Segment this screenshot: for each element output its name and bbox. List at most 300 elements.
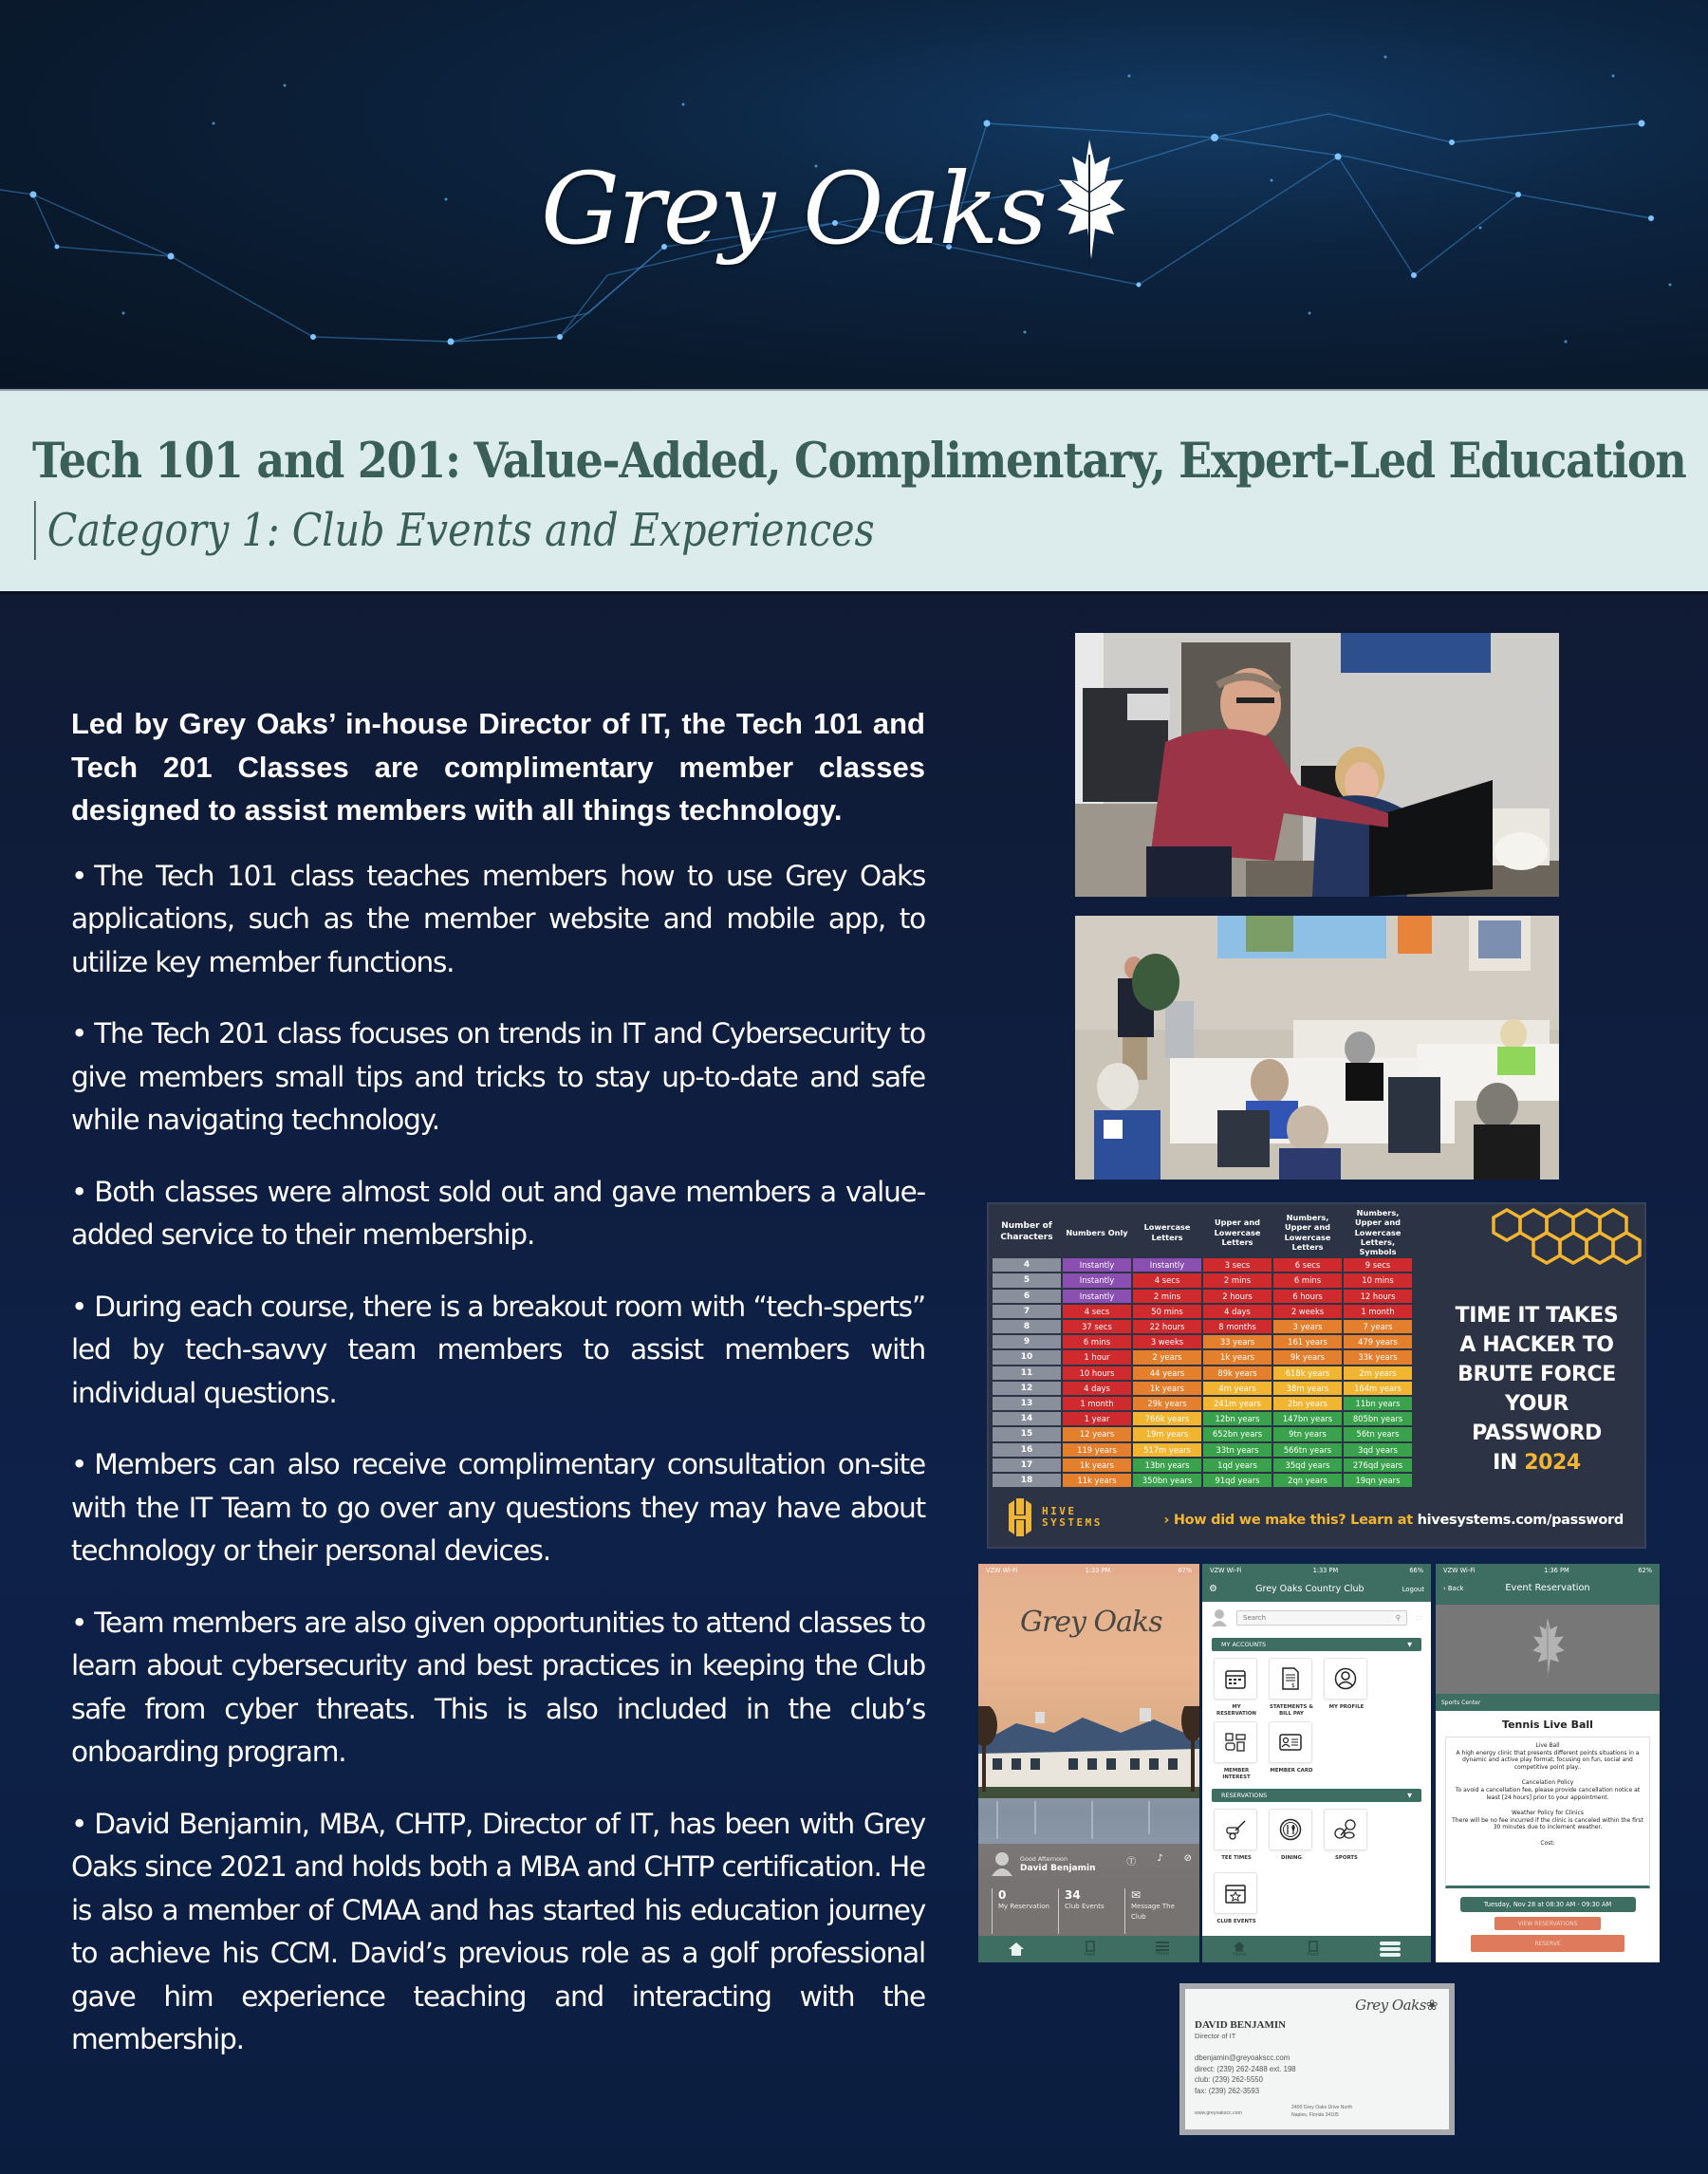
gear-icon[interactable]: ⚙: [1209, 1584, 1217, 1594]
crack-time-cell: 4m years: [1203, 1382, 1272, 1395]
bullet-icon: •: [71, 1290, 87, 1323]
interest-icon: [1224, 1732, 1247, 1753]
table-row: [993, 1412, 1412, 1425]
crack-time-cell: 1k years: [1203, 1350, 1272, 1364]
password-brute-force-chart: [987, 1202, 1646, 1549]
clubhouse-photo: [978, 1706, 1199, 1849]
crack-time-cell: 2 years: [1133, 1350, 1201, 1364]
row-character-count: 10: [993, 1350, 1061, 1364]
crack-time-cell: 6 hours: [1273, 1290, 1342, 1303]
crack-time-cell: 33tn years: [1203, 1443, 1272, 1457]
category-subtitle: Category 1: Club Events and Experiences: [34, 501, 875, 560]
stats-row: [992, 1888, 1191, 1934]
crack-time-cell: 6 mins: [1063, 1335, 1131, 1348]
table-row: [993, 1397, 1412, 1410]
menu-item-label: MY PROFILE: [1328, 1704, 1365, 1710]
battery-label: 66%: [1409, 1566, 1423, 1574]
tab-bar: [1202, 1936, 1431, 1962]
page-title: Tech 101 and 201: Value-Added, Complimentary, Expert-Led Education: [32, 433, 1686, 490]
crack-time-cell: 3 weeks: [1133, 1335, 1201, 1348]
table-row: [993, 1258, 1412, 1272]
bullet-item: [71, 1013, 925, 1143]
billing-icon[interactable]: Ⓣ: [1126, 1857, 1137, 1867]
member-card-icon: [1279, 1734, 1302, 1751]
crack-time-cell: 1k years: [1133, 1382, 1201, 1395]
crack-time-cell: 44 years: [1133, 1366, 1201, 1380]
crack-time-cell: 11k years: [1063, 1474, 1131, 1487]
envelope-icon: ✉: [1131, 1888, 1142, 1902]
event-category: Sports Center: [1436, 1694, 1660, 1711]
link-url[interactable]: hivesystems.com/password: [1417, 1513, 1624, 1528]
headline-prefix: IN: [1493, 1451, 1525, 1475]
search-placeholder: Search: [1243, 1614, 1267, 1622]
card-logo-text: Grey Oaks: [1355, 1997, 1426, 2014]
status-bar: [1436, 1564, 1660, 1576]
column-header: Numbers Only: [1066, 1227, 1128, 1237]
desc-heading: Cancelation Policy: [1521, 1779, 1574, 1787]
event-image: [1436, 1605, 1660, 1694]
bullet-text: Members can also receive complimentary consultation on-site with the IT Team to go over any questions they may have about technology or their personal devices.: [71, 1448, 925, 1567]
crack-time-cell: 766k years: [1133, 1412, 1201, 1425]
bullet-icon: •: [71, 1175, 87, 1208]
bullet-text: Both classes were almost sold out and gave members a value-added service to their membership.: [71, 1175, 925, 1251]
card-address-line: 2400 Grey Oaks Drive North: [1291, 2105, 1353, 2110]
body-text: [71, 702, 925, 2090]
table-row: [993, 1474, 1412, 1487]
desc-heading: Live Ball: [1535, 1742, 1560, 1749]
menu-item-club-events[interactable]: [1214, 1872, 1259, 1932]
bullet-item: [71, 1803, 925, 2062]
crack-time-cell: 2 mins: [1133, 1290, 1201, 1303]
row-character-count: 8: [993, 1320, 1061, 1333]
stat-label: Club Events: [1065, 1903, 1105, 1910]
row-character-count: 9: [993, 1335, 1061, 1348]
app-screenshot-home: [978, 1564, 1199, 1962]
crack-time-cell: 479 years: [1344, 1335, 1412, 1348]
app-screenshot-event-reservation: [1436, 1564, 1660, 1962]
stat-my-reservation[interactable]: [992, 1888, 1058, 1934]
tab-label: Feed: [1307, 1952, 1319, 1958]
tab-menu[interactable]: [1380, 1942, 1401, 1957]
app-header: [1202, 1576, 1431, 1602]
menu-item-my-profile[interactable]: [1324, 1658, 1369, 1718]
row-character-count: 14: [993, 1412, 1061, 1425]
desc-block: [1450, 1840, 1645, 1848]
crack-time-cell: 119 years: [1063, 1443, 1131, 1457]
chart-headline-panel: [1425, 1204, 1648, 1489]
logo-text: Grey Oaks: [541, 151, 1046, 267]
card-direct-phone: direct: (239) 262-2488 ext. 198: [1195, 2064, 1296, 2073]
stat-value: 34: [1065, 1888, 1081, 1902]
stat-message-club[interactable]: [1124, 1888, 1191, 1934]
menu-item-label: MY RESERVATION: [1216, 1704, 1256, 1717]
user-name: David Benjamin: [1020, 1864, 1096, 1873]
crack-time-cell: 4 days: [1203, 1305, 1272, 1318]
reserve-button[interactable]: RESERVE: [1471, 1935, 1624, 1952]
column-header-length: Number of Characters: [1000, 1221, 1053, 1242]
crack-time-cell: 517m years: [1133, 1443, 1201, 1457]
crack-time-cell: 652bn years: [1203, 1427, 1272, 1440]
link-label: › How did we make this? Learn at: [1163, 1513, 1418, 1528]
table-row: [993, 1443, 1412, 1457]
crack-time-cell: 9tn years: [1273, 1427, 1342, 1440]
crack-time-cell: 164m years: [1344, 1382, 1412, 1395]
statement-icon: [1282, 1667, 1299, 1690]
crack-time-cell: 9 secs: [1344, 1258, 1412, 1272]
card-address: [1291, 2104, 1352, 2119]
row-character-count: 12: [993, 1382, 1061, 1395]
logout-button[interactable]: Logout: [1402, 1585, 1424, 1593]
sports-icon: [1334, 1819, 1357, 1840]
row-character-count: 11: [993, 1366, 1061, 1380]
stat-value: 0: [998, 1888, 1007, 1902]
desc-block: [1450, 1810, 1645, 1831]
table-row: [993, 1320, 1412, 1333]
screen-title: Event Reservation: [1505, 1583, 1590, 1593]
column-header: Lowercase Letters: [1143, 1222, 1191, 1242]
carrier-label: VZW Wi-Fi: [986, 1566, 1018, 1574]
bullet-text: During each course, there is a breakout room with “tech-sperts” led by tech-savvy team members to assist members with individual questions.: [71, 1290, 925, 1409]
crack-time-cell: 2qn years: [1273, 1474, 1342, 1487]
crack-time-cell: 91qd years: [1203, 1474, 1272, 1487]
carrier-label: VZW Wi-Fi: [1210, 1566, 1242, 1574]
table-row: [993, 1350, 1412, 1364]
row-character-count: 4: [993, 1258, 1061, 1272]
oak-leaf-icon: [1051, 136, 1127, 283]
tab-home[interactable]: [1233, 1942, 1247, 1958]
card-logo: [1355, 1997, 1438, 2014]
greeting-label: Good Afternoon: [1020, 1855, 1068, 1863]
menu-item-label: DINING: [1281, 1855, 1302, 1861]
desc-heading: Cost:: [1540, 1839, 1555, 1847]
row-character-count: 18: [993, 1474, 1061, 1487]
table-row: [993, 1382, 1412, 1395]
feed-icon: [1086, 1941, 1095, 1952]
headline-line: PASSWORD: [1472, 1421, 1602, 1445]
battery-label: 67%: [1178, 1566, 1192, 1574]
menu-icon: [1380, 1942, 1401, 1957]
dining-icon: [1279, 1818, 1302, 1841]
crack-time-cell: 1qd years: [1203, 1459, 1272, 1472]
view-reservations-button[interactable]: VIEW RESERVATIONS: [1494, 1917, 1601, 1930]
chevron-down-icon: ▼: [1407, 1641, 1412, 1648]
header-banner: [0, 0, 1708, 387]
crack-time-cell: 6 mins: [1273, 1273, 1342, 1287]
app-header: [1436, 1576, 1660, 1605]
menu-item-member-interest[interactable]: [1214, 1721, 1259, 1781]
stat-club-events[interactable]: [1058, 1888, 1124, 1934]
password-table-header: [993, 1208, 1412, 1256]
crack-time-cell: 19m years: [1133, 1427, 1201, 1440]
menu-item-label: CLUB EVENTS: [1216, 1919, 1256, 1924]
headline-line: TIME IT TAKES: [1455, 1304, 1619, 1328]
card-role: Director of IT: [1195, 2032, 1236, 2040]
table-row: [993, 1273, 1412, 1287]
password-table-body: [993, 1258, 1412, 1487]
avatar-icon: [992, 1851, 1012, 1876]
crack-time-cell: 33 years: [1203, 1335, 1272, 1348]
tab-feed[interactable]: [1085, 1941, 1096, 1958]
crack-time-cell: 10 mins: [1344, 1273, 1412, 1287]
table-row: [993, 1366, 1412, 1380]
bullet-icon: •: [71, 1017, 87, 1050]
crack-time-cell: 276qd years: [1344, 1459, 1412, 1472]
svg-text:$: $: [1291, 1682, 1295, 1689]
crack-time-cell: Instantly: [1063, 1290, 1131, 1303]
desc-block: [1450, 1742, 1645, 1771]
reservations-grid: [1202, 1806, 1431, 1936]
table-row: [993, 1427, 1412, 1440]
crack-time-cell: 89k years: [1203, 1366, 1272, 1380]
crack-time-cell: 350bn years: [1133, 1474, 1201, 1487]
headline-line: BRUTE FORCE: [1457, 1363, 1616, 1386]
event-calendar-icon: [1224, 1883, 1247, 1904]
stat-label: Message The Club: [1131, 1903, 1175, 1921]
crack-time-cell: 1 month: [1063, 1397, 1131, 1410]
bullet-text: Team members are also given opportunities to attend classes to learn about cybersecurity and best practices in keeping the Club safe from cyber threats. This is also included in the club’s onboarding program.: [71, 1606, 925, 1768]
app-logo: Grey Oaks: [1020, 1606, 1162, 1639]
crack-time-cell: 12 hours: [1344, 1290, 1412, 1303]
menu-icon: [1156, 1942, 1169, 1951]
bullet-text: The Tech 201 class focuses on trends in IT and Cybersecurity to give members small tips and tricks to stay up-to-date and safe while navigating technology.: [71, 1017, 925, 1136]
crack-time-cell: 2m years: [1344, 1366, 1412, 1380]
row-character-count: 7: [993, 1305, 1061, 1318]
crack-time-cell: 566tn years: [1273, 1443, 1342, 1457]
crack-time-cell: 3qd years: [1344, 1443, 1412, 1457]
calendar-icon: [1224, 1668, 1247, 1689]
menu-item-label: MEMBER CARD: [1270, 1768, 1313, 1774]
lead-paragraph: Led by Grey Oaks’ in-house Director of IT, the Tech 101 and Tech 201 Classes are complimentary member classes designed to assist members with all things technology.: [71, 707, 925, 827]
card-fax: fax: (239) 262-3593: [1195, 2086, 1260, 2095]
event-title: Tennis Live Ball: [1502, 1719, 1593, 1731]
menu-item-tee-times[interactable]: [1214, 1809, 1259, 1868]
menu-item-label: SPORTS: [1335, 1855, 1358, 1861]
oak-leaf-icon: ❀: [1425, 1997, 1438, 2014]
crack-time-cell: 161 years: [1273, 1335, 1342, 1348]
oak-leaf-icon: [1524, 1616, 1571, 1682]
status-time: 1:36 PM: [1544, 1566, 1569, 1574]
tab-bar: [978, 1936, 1199, 1962]
status-bar: [1202, 1564, 1431, 1576]
crack-time-cell: 4 days: [1063, 1382, 1131, 1395]
table-row: [993, 1335, 1412, 1348]
bullet-text: The Tech 101 class teaches members how to use Grey Oaks applications, such as the member website and mobile app, to utilize key member functions.: [71, 859, 925, 978]
bullet-icon: •: [71, 1448, 87, 1480]
methodology-link[interactable]: [1163, 1513, 1624, 1528]
time-slot-button[interactable]: Tuesday, Nov 28 at 08:30 AM - 09:30 AM: [1460, 1897, 1636, 1912]
feed-icon: [1309, 1941, 1318, 1952]
golf-icon: [1224, 1819, 1247, 1840]
crack-time-cell: 56tn years: [1344, 1427, 1412, 1440]
bullet-icon: •: [71, 1606, 87, 1639]
crack-time-cell: 8 months: [1203, 1320, 1272, 1333]
bullet-text: David Benjamin, MBA, CHTP, Director of IT, has been with Grey Oaks since 2021 and holds both a MBA and CHTP certification. He is also a member of CMAA and has started his education journey to achieve his CCM. David’s previous role as a golf professional gave him experience teaching and interacting with the membership.: [71, 1807, 925, 2055]
tab-label: Home: [1233, 1951, 1247, 1958]
crack-time-cell: 241m years: [1203, 1397, 1272, 1410]
bullet-icon: •: [71, 1807, 87, 1840]
title-band: [0, 389, 1708, 594]
tab-label: Feed: [1084, 1952, 1096, 1958]
crack-time-cell: 1 month: [1344, 1305, 1412, 1318]
section-my-accounts[interactable]: [1212, 1638, 1421, 1651]
grey-oaks-logo: [541, 123, 1167, 294]
menu-item-label: STATEMENTS & BILL PAY: [1270, 1704, 1313, 1717]
section-reservations[interactable]: [1212, 1789, 1421, 1802]
crack-time-cell: 1 year: [1063, 1412, 1131, 1425]
brand-top: HIVE: [1042, 1505, 1077, 1517]
column-header: Upper and Lowercase Letters: [1214, 1217, 1261, 1247]
card-address-line: Naples, Florida 34105: [1291, 2112, 1339, 2118]
search-row: [1202, 1602, 1431, 1634]
crack-time-cell: 38m years: [1273, 1382, 1342, 1395]
desc-text: A high energy clinic that presents different points situations in a dynamic and active play format, focusing on fun, social and competitive point play..: [1456, 1749, 1640, 1771]
headline-line: [1425, 1448, 1648, 1477]
row-character-count: 15: [993, 1427, 1061, 1440]
home-icon: [1234, 1942, 1245, 1952]
crack-time-cell: 13bn years: [1133, 1459, 1201, 1472]
crack-time-cell: 805bn years: [1344, 1412, 1412, 1425]
tab-home[interactable]: [1009, 1942, 1024, 1956]
crack-time-cell: 3 years: [1273, 1320, 1342, 1333]
home-icon: [1009, 1942, 1024, 1956]
crack-time-cell: 4 secs: [1063, 1305, 1131, 1318]
menu-item-statements[interactable]: [1269, 1658, 1314, 1718]
crack-time-cell: 37 secs: [1063, 1320, 1131, 1333]
crack-time-cell: 1k years: [1063, 1459, 1131, 1472]
crack-time-cell: 147bn years: [1273, 1412, 1342, 1425]
chevron-down-icon: ▼: [1407, 1792, 1412, 1799]
app-title: Grey Oaks Country Club: [1255, 1584, 1365, 1594]
crack-time-cell: 2 weeks: [1273, 1305, 1342, 1318]
grid-icon[interactable]: ∷: [1416, 1613, 1421, 1623]
menu-item-member-card[interactable]: [1269, 1721, 1314, 1781]
column-header: Numbers, Upper and Lowercase Letters: [1284, 1213, 1331, 1252]
crack-time-cell: 33k years: [1344, 1350, 1412, 1364]
crack-time-cell: Instantly: [1133, 1258, 1201, 1272]
brand-bottom: SYSTEMS: [1042, 1516, 1103, 1529]
crack-time-cell: 12 years: [1063, 1427, 1131, 1440]
desc-text: To avoid a cancellation fee, please provide cancellation notice at least [24 hours] prior to your appointment.: [1455, 1786, 1641, 1801]
row-character-count: 16: [993, 1443, 1061, 1457]
crack-time-cell: 1 hour: [1063, 1350, 1131, 1364]
search-icon: ⚲: [1395, 1614, 1401, 1622]
section-label: RESERVATIONS: [1221, 1792, 1268, 1799]
headline-line: YOUR: [1504, 1392, 1569, 1416]
crack-time-cell: 6 secs: [1273, 1258, 1342, 1272]
crack-time-cell: 12bn years: [1203, 1412, 1272, 1425]
status-time: 1:33 PM: [1085, 1566, 1111, 1574]
card-contact-lines: [1195, 2053, 1296, 2096]
menu-item-dining[interactable]: [1269, 1809, 1314, 1868]
crack-time-cell: 2bn years: [1273, 1397, 1342, 1410]
chart-footer: [989, 1489, 1648, 1548]
business-card: [1179, 1983, 1455, 2135]
crack-time-cell: Instantly: [1063, 1258, 1131, 1272]
hive-systems-logo: [1004, 1498, 1103, 1536]
bullet-item: [71, 1443, 925, 1573]
crack-time-cell: 10 hours: [1063, 1366, 1131, 1380]
crack-time-cell: 19qn years: [1344, 1474, 1412, 1487]
status-bar: [978, 1564, 1199, 1576]
crack-time-cell: 11bn years: [1344, 1397, 1412, 1410]
crack-time-cell: 3 secs: [1203, 1258, 1272, 1272]
bullet-item: [71, 1171, 925, 1257]
accounts-grid: [1202, 1655, 1431, 1785]
crack-time-cell: 9k years: [1273, 1350, 1342, 1364]
back-button[interactable]: ‹ Back: [1443, 1585, 1464, 1592]
crack-time-cell: 4 secs: [1133, 1273, 1201, 1287]
avatar-icon: [1212, 1609, 1227, 1626]
hive-systems-wordmark: [1042, 1506, 1103, 1529]
bullet-item: [71, 1286, 925, 1416]
tab-menu[interactable]: [1156, 1942, 1169, 1957]
menu-item-label: MEMBER INTEREST: [1222, 1768, 1251, 1780]
password-table: [991, 1206, 1414, 1489]
event-description[interactable]: [1445, 1737, 1650, 1888]
card-name: DAVID BENJAMIN: [1195, 2019, 1287, 2031]
desc-text: There will be no fee incurred if the clinic is canceled within the first 30 minutes due to inclement weather.: [1452, 1816, 1643, 1831]
quick-action-icons: [1126, 1853, 1192, 1867]
crack-time-cell: 618k years: [1273, 1366, 1342, 1380]
bullet-item: [71, 855, 925, 985]
status-time: 1:33 PM: [1312, 1566, 1339, 1574]
crack-time-cell: Instantly: [1063, 1273, 1131, 1287]
profile-icon: [1334, 1667, 1357, 1690]
section-label: MY ACCOUNTS: [1221, 1641, 1267, 1648]
headline-year: 2024: [1524, 1451, 1581, 1475]
honeycomb-icon: [1425, 1204, 1648, 1299]
tab-label: Menu: [1156, 1951, 1170, 1957]
menu-item-sports[interactable]: [1324, 1809, 1369, 1868]
menu-item-my-reservation[interactable]: [1214, 1658, 1259, 1718]
carrier-label: VZW Wi-Fi: [1443, 1566, 1476, 1574]
battery-label: 62%: [1638, 1566, 1652, 1574]
bullet-item: [71, 1602, 925, 1775]
search-input[interactable]: [1236, 1610, 1407, 1626]
hive-hexagon-icon: [1004, 1498, 1036, 1536]
stat-label: My Reservation: [998, 1903, 1049, 1910]
photo-it-director-assisting: [1075, 633, 1559, 897]
crack-time-cell: 29k years: [1133, 1397, 1201, 1410]
table-row: [993, 1290, 1412, 1303]
crack-time-cell: 35qd years: [1273, 1459, 1342, 1472]
member-summary-panel: [978, 1844, 1199, 1939]
card-website: www.greyoakscc.com: [1195, 2110, 1242, 2116]
bell-icon[interactable]: ♪: [1157, 1853, 1163, 1864]
row-character-count: 17: [993, 1459, 1061, 1472]
column-header: Numbers, Upper and Lowercase Letters, Symbols: [1354, 1208, 1402, 1256]
crack-time-cell: 22 hours: [1133, 1320, 1201, 1333]
card-club-phone: club: (239) 262-5550: [1195, 2075, 1263, 2084]
menu-item-label: TEE TIMES: [1221, 1855, 1252, 1861]
row-character-count: 13: [993, 1397, 1061, 1410]
bullet-icon: •: [71, 859, 87, 892]
edit-icon[interactable]: ⊘: [1183, 1853, 1192, 1864]
crack-time-cell: 7 years: [1344, 1320, 1412, 1333]
headline-line: A HACKER TO: [1459, 1333, 1614, 1357]
row-character-count: 6: [993, 1290, 1061, 1303]
table-row: [993, 1305, 1412, 1318]
table-row: [993, 1459, 1412, 1472]
chart-headline: [1425, 1301, 1648, 1477]
crack-time-cell: 50 mins: [1133, 1305, 1201, 1318]
desc-heading: Weather Policy for Clinics: [1512, 1810, 1584, 1817]
crack-time-cell: 2 mins: [1203, 1273, 1272, 1287]
card-email: dbenjamin@greyoakscc.com: [1195, 2053, 1290, 2062]
tab-feed[interactable]: [1308, 1941, 1319, 1958]
photo-classroom-presentation: [1075, 916, 1559, 1180]
crack-time-cell: 2 hours: [1203, 1290, 1272, 1303]
